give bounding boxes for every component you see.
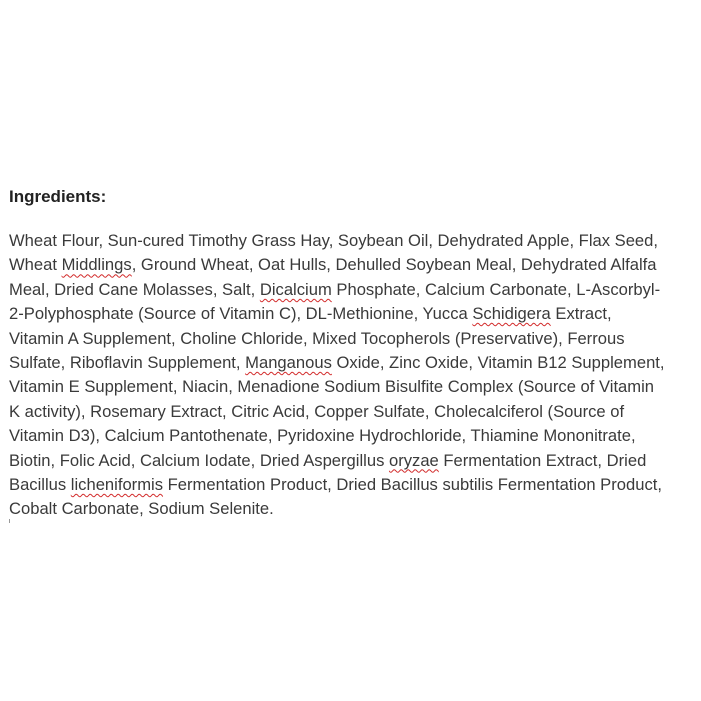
text-segment: Vitamin A Supplement, Choline Chloride, Mixed Tocopherols (Preservative), Ferrous [9,328,625,348]
text-segment: Vitamin E Supplement, Niacin, Menadione Sodium Bisulfite Complex (Source of Vitamin [9,377,655,397]
text-segment: Bacillus [9,474,71,494]
text-segment: Fermentation Extract, Dried [438,450,647,470]
ingredient-text-line [9,375,693,399]
text-segment: Wheat [9,255,62,275]
text-segment: Phosphate, Calcium Carbonate, L-Ascorbyl- [331,279,661,299]
spellcheck-flagged-word: Manganous [245,352,332,372]
ingredient-text-line [9,229,693,253]
ingredients-paragraph[interactable] [9,229,693,522]
ingredient-text-line [9,400,693,424]
text-segment: Cobalt Carbonate, Sodium Selenite. [9,499,274,519]
text-segment: Vitamin D3), Calcium Pantothenate, Pyridoxine Hydrochloride, Thiamine Mononitrate, [9,426,636,446]
ingredient-text-line [9,473,693,497]
ingredient-text-line [9,351,693,375]
text-segment: Oxide, Zinc Oxide, Vitamin B12 Supplement, [331,352,665,372]
text-segment: Fermentation Product, Dried Bacillus subtilis Fermentation Product, [163,474,662,494]
ingredient-text-line [9,253,693,277]
ingredients-heading: Ingredients: [9,187,107,206]
text-segment: Wheat Flour, Sun-cured Timothy Grass Hay, Soybean Oil, Dehydrated Apple, Flax Seed, [9,231,659,250]
text-segment: Meal, Dried Cane Molasses, Salt, [9,279,260,299]
text-segment: Sulfate, Riboflavin Supplement, [9,352,246,372]
ingredient-text-line [9,327,693,351]
text-segment: , Ground Wheat, Oat Hulls, Dehulled Soybean Meal, Dehydrated Alfalfa [131,255,657,275]
spellcheck-flagged-word: Middlings [61,255,132,275]
text-segment: K activity), Rosemary Extract, Citric Acid, Copper Sulfate, Cholecalciferol (Source of [9,401,625,421]
text-segment: 2-Polyphosphate (Source of Vitamin C), DL-Methionine, Yucca [9,304,473,324]
spellcheck-flagged-word: licheniformis [70,474,164,494]
ingredient-text-line [9,302,693,326]
spellcheck-flagged-word: Schidigera [472,304,551,324]
spellcheck-flagged-word: oryzae [388,450,439,470]
spellcheck-flagged-word: Dicalcium [259,279,332,299]
ingredient-text-line [9,424,693,448]
ingredient-text-line [9,449,693,473]
text-segment: Biotin, Folic Acid, Calcium Iodate, Dried Aspergillus [9,450,389,470]
text-cursor [9,519,10,523]
ingredient-text-line [9,278,693,302]
ingredient-text-line [9,497,693,521]
text-segment: Extract, [550,304,612,324]
